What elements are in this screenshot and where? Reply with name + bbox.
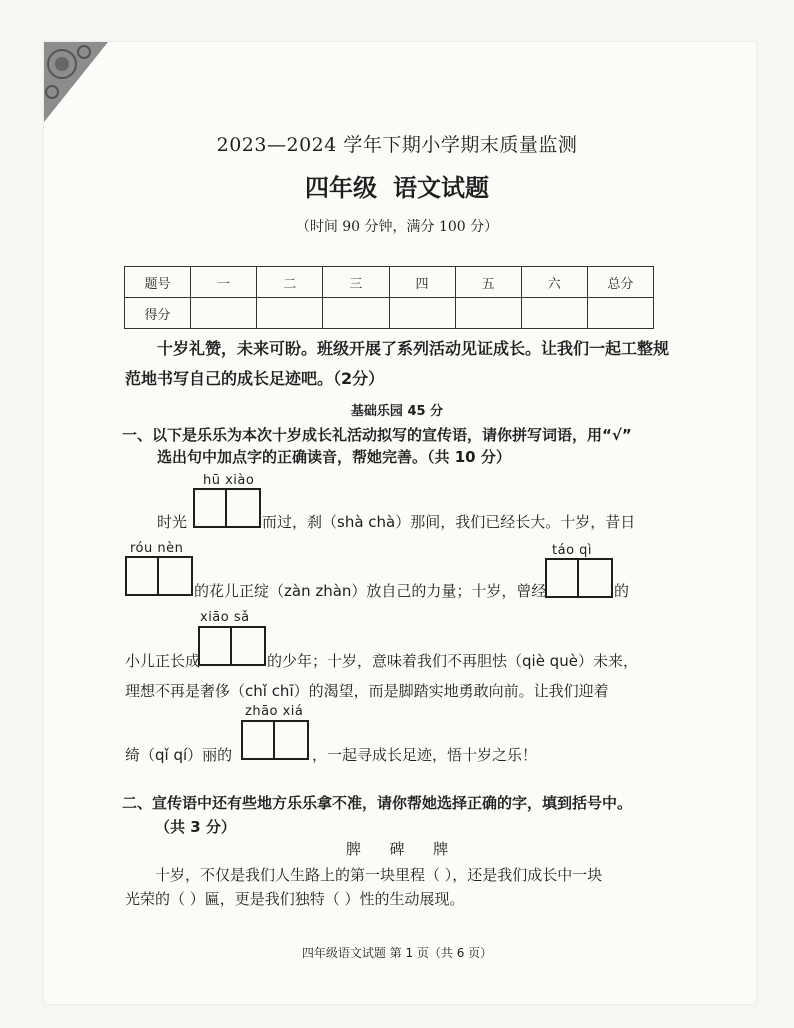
grade-label: 四年级	[305, 174, 377, 202]
answer-box[interactable]	[241, 720, 309, 760]
q1-text: 而过，刹（shà chà）那间，我们已经长大。十岁，昔日	[262, 513, 636, 531]
exam-subtitle	[0, 168, 794, 203]
answer-box[interactable]	[193, 488, 261, 528]
exam-title: 2023—2024 学年下期小学期末质量监测	[216, 134, 578, 156]
question-2-stem: 二、宣传语中还有些地方乐乐拿不准，请你帮她选择正确的字，填到括号中。	[122, 794, 633, 812]
q1-text: 时光	[157, 513, 188, 531]
score-table-header-row	[125, 267, 654, 298]
exam-meta: （时间 90 分钟，满分 100 分）	[295, 219, 499, 235]
intro-line-1: 十岁礼赞，未来可盼。班级开展了系列活动见证成长。让我们一起工整规	[157, 339, 670, 358]
q1-text: 的少年；十岁，意味着我们不再胆怯（qiè què）未来，	[267, 652, 638, 670]
character-choices: 脾 碑 牌	[345, 840, 449, 858]
answer-box[interactable]	[125, 556, 193, 596]
answer-box[interactable]	[545, 558, 613, 598]
corner-ornament-icon	[44, 42, 108, 122]
score-cell: 得分	[125, 298, 191, 329]
question-1-instruction: 选出句中加点字的正确读音，帮她完善。（共 10 分）	[157, 448, 511, 466]
pinyin-label: róu nèn	[130, 541, 184, 556]
section-heading: 基础乐园 45 分	[350, 404, 444, 419]
q1-text: 绮（qǐ qí）丽的	[125, 746, 233, 764]
pinyin-label: xiāo sǎ	[200, 610, 250, 625]
score-cell: 五	[455, 267, 521, 298]
q1-text: ，一起寻成长足迹，悟十岁之乐！	[312, 746, 538, 764]
score-cell: 一	[191, 267, 257, 298]
answer-box[interactable]	[198, 626, 266, 666]
q1-text: 小儿正长成	[125, 652, 201, 670]
q1-text: 理想不再是奢侈（chǐ chī）的渴望，而是脚踏实地勇敢向前。让我们迎着	[125, 682, 609, 700]
score-input-cell[interactable]	[389, 298, 455, 329]
score-cell: 六	[521, 267, 587, 298]
pinyin-label: zhāo xiá	[245, 704, 304, 719]
score-input-cell[interactable]	[191, 298, 257, 329]
score-cell: 二	[257, 267, 323, 298]
score-cell: 四	[389, 267, 455, 298]
q1-text: 的	[614, 582, 630, 600]
intro-line-2: 范地书写自己的成长足迹吧。（2分）	[125, 369, 385, 388]
score-cell: 总分	[587, 267, 653, 298]
q2-text: 十岁，不仅是我们人生路上的第一块里程（ ），还是我们成长中一块	[155, 866, 603, 884]
pinyin-label: táo qì	[552, 543, 593, 558]
score-input-cell[interactable]	[587, 298, 653, 329]
score-table	[124, 266, 654, 329]
q2-text: 光荣的（ ）匾，更是我们独特（ ）性的生动展现。	[125, 890, 465, 908]
question-2-score: （共 3 分）	[155, 818, 236, 836]
page-footer: 四年级语文试题 第 1 页（共 6 页）	[301, 946, 493, 960]
score-input-cell[interactable]	[257, 298, 323, 329]
q1-text: 的花儿正绽（zàn zhàn）放自己的力量；十岁，曾经	[194, 582, 547, 600]
score-input-cell[interactable]	[521, 298, 587, 329]
question-1-stem: 一、以下是乐乐为本次十岁成长礼活动拟写的宣传语，请你拼写词语，用“√”	[122, 426, 632, 444]
pinyin-label: hū xiào	[203, 473, 255, 488]
subject-label: 语文试题	[393, 174, 489, 202]
score-cell: 三	[323, 267, 389, 298]
score-table-score-row	[125, 298, 654, 329]
score-input-cell[interactable]	[455, 298, 521, 329]
score-input-cell[interactable]	[323, 298, 389, 329]
score-cell: 题号	[125, 267, 191, 298]
